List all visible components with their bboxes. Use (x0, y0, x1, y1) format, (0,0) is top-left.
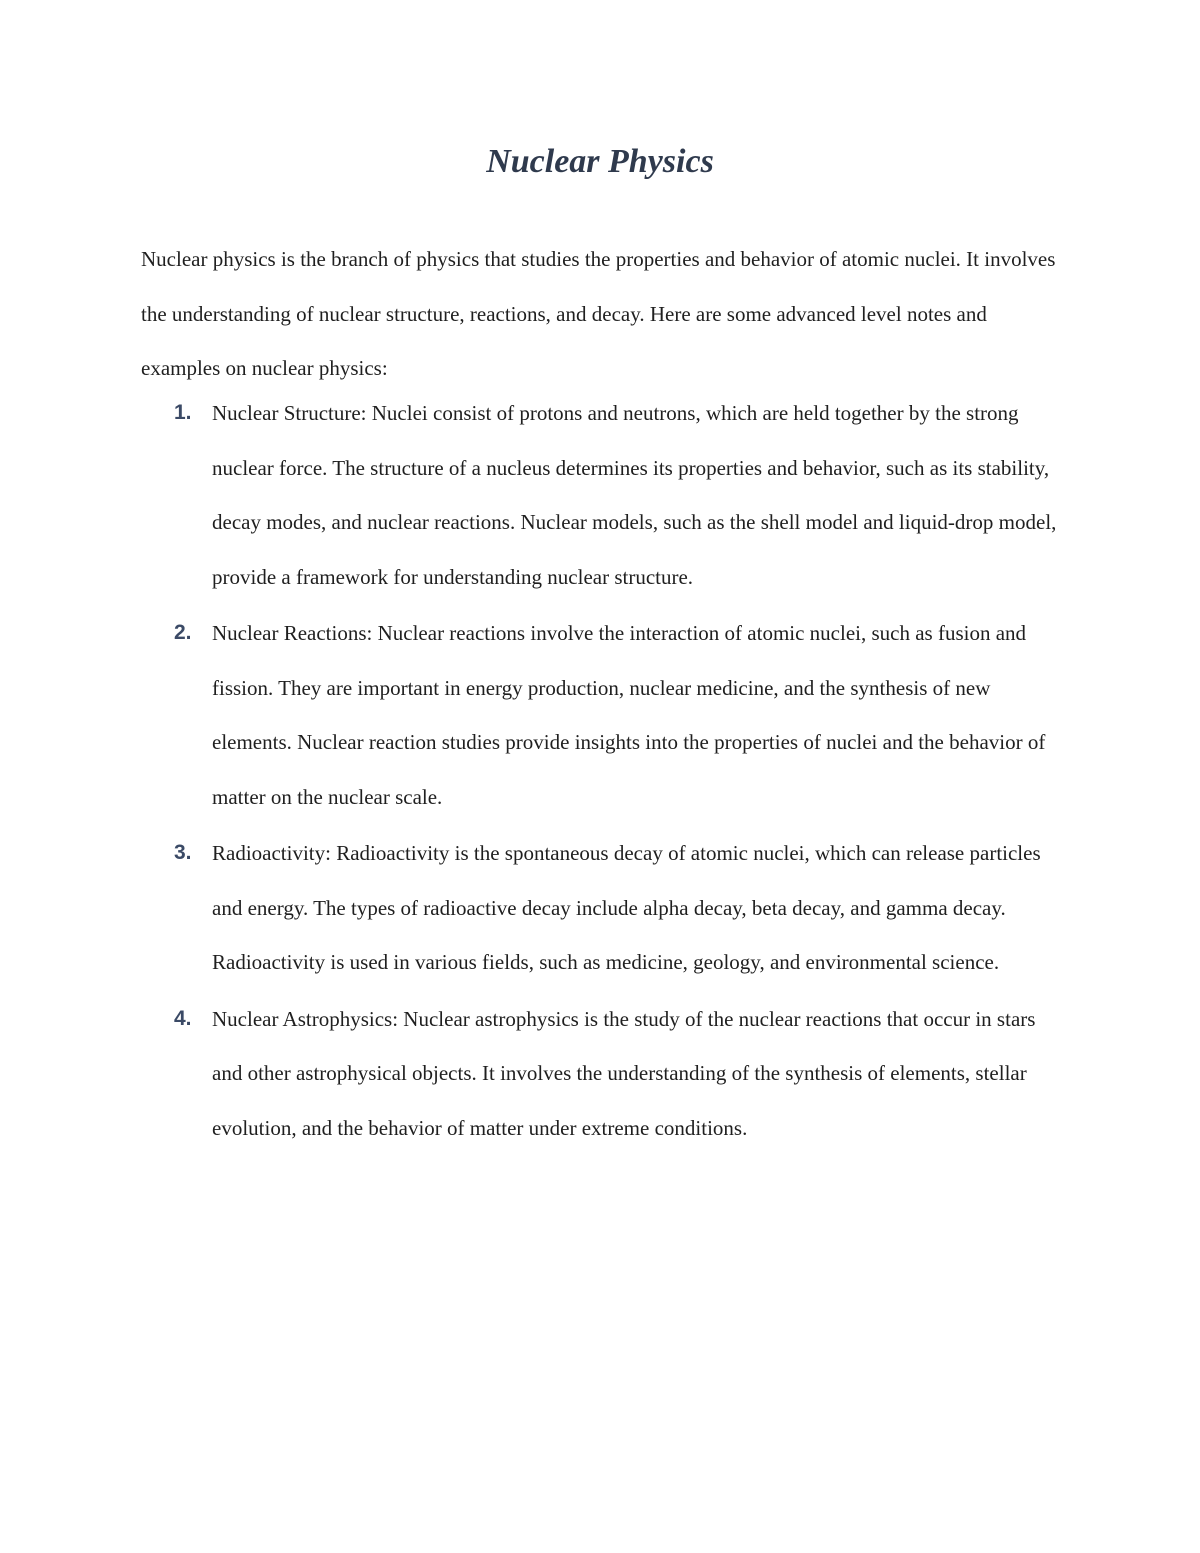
list-item (141, 992, 1101, 1156)
list-item-text: Nuclear Structure: Nuclei consist of protons and neutrons, which are held together by the strong nuclear force. The structure of a nucleus determines its properties and behavior, such as its stability, decay modes, and nuclear reactions. Nuclear models, such as the shell model and liquid-drop model, provide a framework for understanding nuclear structure. (212, 401, 1057, 589)
page-title: Nuclear Physics (486, 143, 714, 180)
list-item-text: Nuclear Reactions: Nuclear reactions involve the interaction of atomic nuclei, such as fusion and fission. They are important in energy production, nuclear medicine, and the synthesis of new elements. Nuclear reaction studies provide insights into the properties of nuclei and the behavior of matter on the nuclear scale. (212, 621, 1046, 809)
list-item-text: Nuclear Astrophysics: Nuclear astrophysics is the study of the nuclear reactions that occur in stars and other astrophysical objects. It involves the understanding of the synthesis of elements, stellar evolution, and the behavior of matter under extreme conditions. (212, 1006, 1036, 1140)
notes-list (141, 386, 1101, 1157)
list-item-text: Radioactivity: Radioactivity is the spontaneous decay of atomic nuclei, which can release particles and energy. The types of radioactive decay include alpha decay, beta decay, and gamma decay. Radioactivity is used in various fields, such as medicine, geology, and environmental science. (212, 841, 1041, 974)
intro-paragraph: Nuclear physics is the branch of physics that studies the properties and behavior of atomic nuclei. It involves the understanding of nuclear structure, reactions, and decay. Here are some advanced level notes and examples on nuclear physics: (141, 247, 1056, 380)
list-item-number: 3. (174, 841, 192, 864)
list-item-number: 4. (174, 1006, 192, 1030)
list-item (141, 386, 1101, 604)
list-item (141, 606, 1101, 824)
list-item-number: 2. (174, 621, 192, 644)
list-item-number: 1. (174, 401, 192, 424)
list-item (141, 826, 1101, 990)
